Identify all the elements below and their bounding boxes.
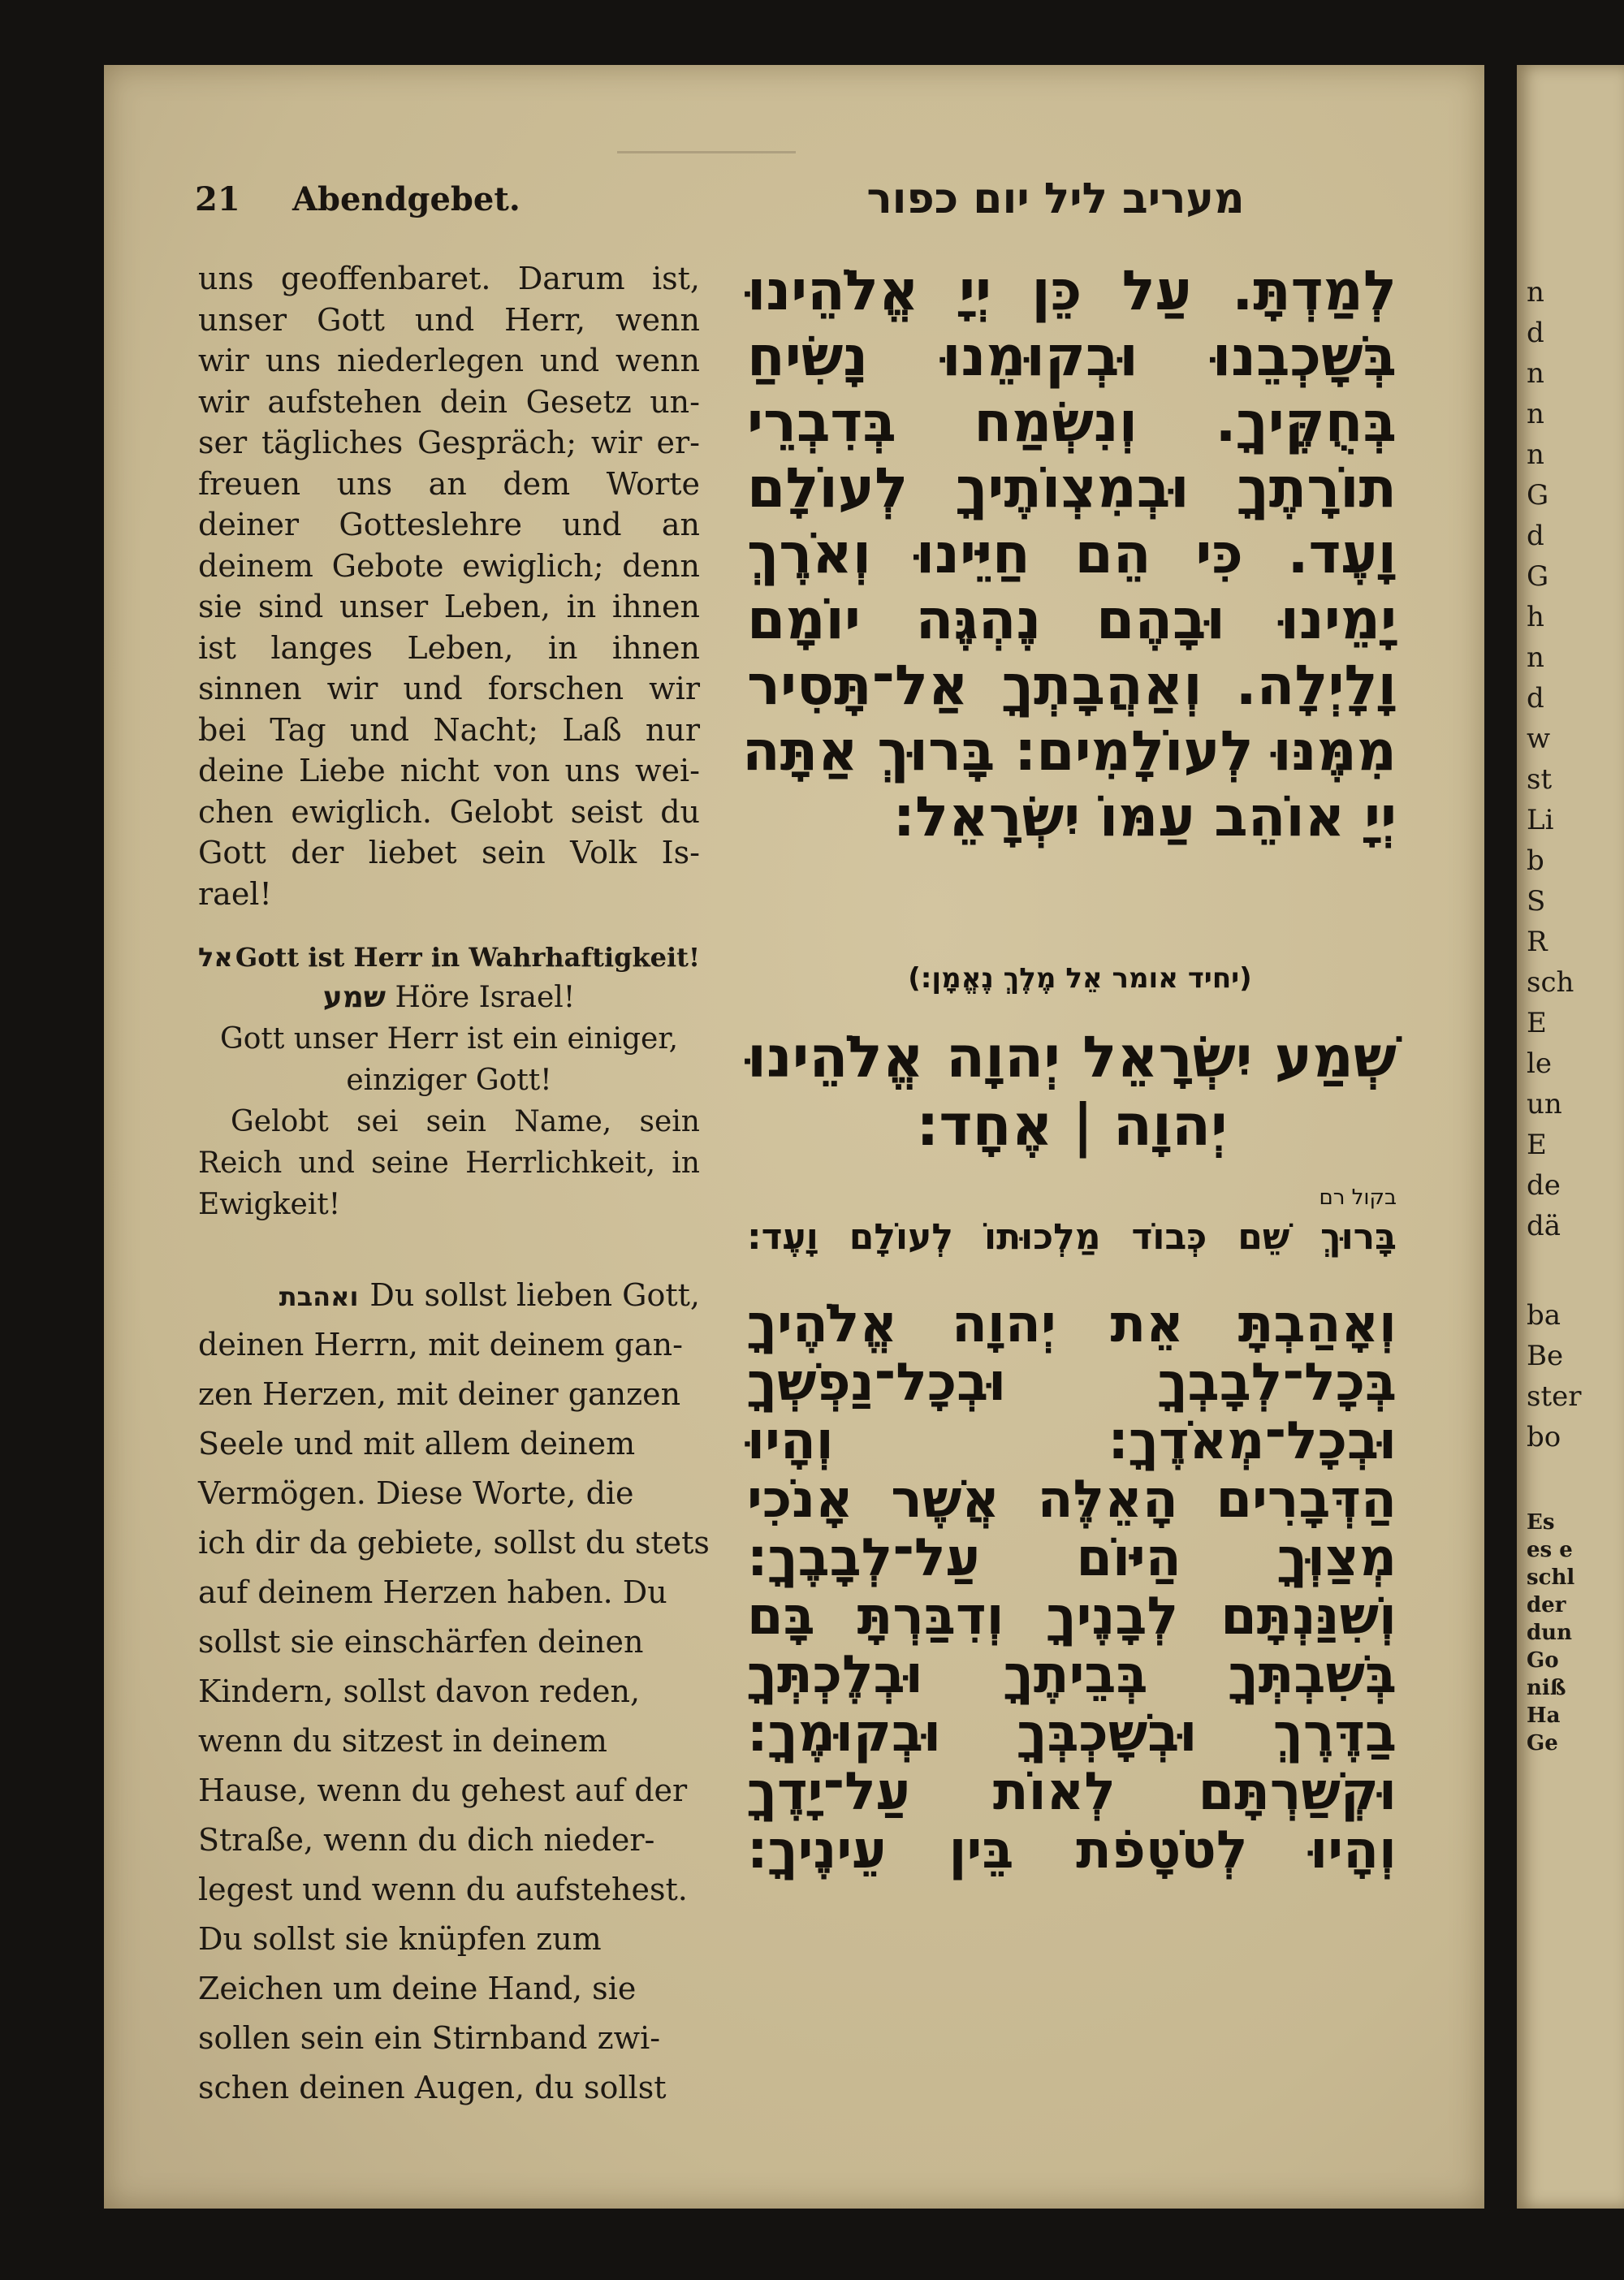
hebrew-shema: [747, 1023, 1397, 1159]
right-page-fragment: dä: [1527, 1210, 1561, 1242]
right-page-fragment: dun: [1527, 1621, 1572, 1645]
right-page-fragment: G: [1527, 479, 1549, 512]
shema-line-2-text: Höre Israel!: [395, 981, 576, 1014]
hebrew-line: הַדְּבָרִים הָאֵלֶּה אֲשֶׁר אָנֹכִי: [747, 1470, 1397, 1530]
right-page-fragment: n: [1527, 398, 1544, 430]
german-line: ist langes Leben, in ihnen: [198, 629, 700, 666]
right-page-fragment: bo: [1527, 1421, 1561, 1453]
german-line-text: Du sollst lieben Gott,: [369, 1277, 700, 1313]
page-number: 21: [195, 180, 240, 218]
shema-line-4: einziger Gott!: [346, 1064, 552, 1097]
german-line: zen Herzen, mit deiner ganzen: [198, 1376, 681, 1412]
german-line: sollen sein ein Stirnband zwi-: [198, 2020, 661, 2056]
shema-german-block: [198, 942, 700, 1221]
german-line: [198, 1271, 700, 1320]
right-page-fragment: E: [1527, 1007, 1547, 1039]
german-line: sollst sie einschärfen deinen: [198, 1624, 644, 1660]
right-page-fragment: n: [1527, 438, 1544, 471]
page-header-german: [195, 180, 552, 218]
german-line: wenn du sitzest in deinem: [198, 1723, 607, 1759]
german-line: freuen uns an dem Worte: [198, 465, 700, 502]
right-page-fragment: h: [1527, 601, 1544, 633]
header-title-german: Abendgebet.: [292, 180, 520, 218]
right-page-fragment: sch: [1527, 966, 1574, 999]
right-book-page-edge: [1517, 65, 1624, 2209]
header-title-hebrew: מעריב ליל יום כפור: [866, 175, 1245, 223]
hebrew-line: וְהָיוּ לְטֹטָפֹת בֵּין עֵינֶיךָ:: [747, 1820, 1397, 1881]
german-line: sie sind unser Leben, in ihnen: [198, 589, 700, 624]
right-page-fragment: Es: [1527, 1510, 1555, 1535]
hebrew-line: וָלָיְלָה. וְאַהֲבָתְךָ אַל־תָּסִיר: [747, 654, 1397, 718]
right-page-fragment: d: [1527, 682, 1544, 715]
german-line: Straße, wenn du dich nieder-: [198, 1822, 655, 1858]
hebrew-line: וְשִׁנַּנְתָּם לְבָנֶיךָ וְדִבַּרְתָּ בָּם: [747, 1587, 1397, 1647]
shema-line-1-text: Gott ist Herr in Wahrhaftigkeit!: [235, 942, 700, 973]
hebrew-line: יָמֵינוּ וּבָהֶם נֶהְגֶּה יוֹמָם: [747, 588, 1397, 652]
right-page-fragment: Go: [1527, 1648, 1559, 1673]
right-page-fragment: le: [1527, 1047, 1552, 1080]
hebrew-line: מִמֶּנּוּ לְעוֹלָמִים: בָּרוּךְ אַתָּה: [742, 719, 1397, 784]
shema-line-7: Ewigkeit!: [198, 1188, 341, 1221]
beqol-ram-label: בקול רם: [1319, 1185, 1397, 1210]
german-text-bottom: [198, 1271, 710, 2113]
german-line: Du sollst sie knüpfen zum: [198, 1921, 602, 1957]
hebrew-line: מְצַוְּךָ הַיּוֹם עַל־לְבָבֶךָ:: [747, 1528, 1397, 1588]
right-page-fragment: b: [1527, 844, 1544, 877]
hebrew-line: בְּכָל־לְבָבְךָ וּבְכָל־נַפְשְׁךָ: [747, 1353, 1397, 1413]
veahavta-label: ואהבת: [279, 1281, 359, 1312]
german-line: auf deinem Herzen haben. Du: [198, 1574, 667, 1610]
german-line: Seele und mit allem deinem: [198, 1426, 636, 1462]
german-line: Kindern, sollst davon reden,: [198, 1673, 641, 1709]
hebrew-line: תוֹרָתֶךָ וּבְמִצְוֹתֶיךָ לְעוֹלָם: [747, 456, 1397, 520]
right-page-fragment: w: [1527, 723, 1551, 755]
hebrew-line: לְמַדְתָּ. עַל כֵּן יְיָ אֱלֹהֵינוּ: [747, 259, 1397, 323]
hebrew-shema-line: יְהוָה | אֶחָד:: [916, 1092, 1228, 1159]
german-line: Zeichen um deine Hand, sie: [198, 1971, 637, 2006]
right-page-fragment: Ha: [1527, 1704, 1561, 1728]
hebrew-line: בְּשִׁבְתְּךָ בְּבֵיתֶךָ וּבְלֶכְתְּךָ: [747, 1645, 1397, 1705]
german-line: sinnen wir und forschen wir: [198, 671, 700, 706]
german-line: legest und wenn du aufstehest.: [198, 1872, 688, 1907]
right-page-fragment: der: [1527, 1593, 1566, 1617]
german-line: ser tägliches Gespräch; wir er-: [198, 425, 700, 460]
baruch-shem-line: בָּרוּךְ שֵׁם כְּבוֹד מַלְכוּתוֹ לְעוֹלָם וָעֶד:: [747, 1216, 1397, 1258]
shema-line-6: Reich und seine Herrlichkeit, in: [198, 1146, 700, 1180]
right-page-fragment: d: [1527, 520, 1544, 552]
right-page-fragment: es e: [1527, 1538, 1573, 1562]
german-line: Gott der liebet sein Volk Is-: [198, 835, 700, 870]
hebrew-veahavta: [747, 1295, 1397, 1880]
shema-line-2-heb: שמע: [322, 981, 387, 1014]
german-line: schen deinen Augen, du sollst: [198, 2070, 667, 2105]
right-page-fragment: schl: [1527, 1565, 1575, 1590]
right-page-fragment: Li: [1527, 804, 1554, 836]
shema-line-5: Gelobt sei sein Name, sein: [231, 1105, 700, 1138]
right-page-fragment: R: [1527, 926, 1548, 958]
german-line: deiner Gotteslehre und an: [198, 507, 700, 542]
german-line: rael!: [198, 875, 272, 912]
right-page-fragment: ster: [1527, 1380, 1582, 1413]
el-melech-note: (יחיד אומר אֵל מֶלֶךְ נֶאֱמָן:): [908, 962, 1252, 995]
right-page-fragment: n: [1527, 357, 1544, 390]
german-line: wir aufstehen dein Gesetz un-: [198, 383, 700, 420]
hebrew-line: וְאָהַבְתָּ אֵת יְהוָה אֱלֹהֶיךָ: [747, 1294, 1397, 1354]
right-page-fragment: n: [1527, 641, 1544, 674]
hebrew-line: בְּשָׁכְבֵנוּ וּבְקוּמֵנוּ נָשִׂיחַ: [747, 325, 1397, 389]
hebrew-line: יְיָ אוֹהֵב עַמּוֹ יִשְׂרָאֵל:: [892, 785, 1397, 849]
right-page-fragment: de: [1527, 1169, 1561, 1202]
german-line: Hause, wenn du gehest auf der: [198, 1773, 688, 1808]
german-text-top: [198, 258, 700, 914]
right-page-fragment: E: [1527, 1129, 1547, 1161]
hebrew-text-top: [742, 258, 1397, 850]
german-line: uns geoffenbaret. Darum ist,: [198, 261, 700, 296]
german-line: chen ewiglich. Gelobt seist du: [198, 793, 700, 830]
hebrew-line: וּבְכָל־מְאֹדֶךָ: וְהָיוּ: [747, 1411, 1397, 1471]
shema-line-3: Gott unser Herr ist ein einiger,: [219, 1022, 679, 1056]
german-line: deinen Herrn, mit deinem gan-: [198, 1327, 683, 1362]
right-page-fragment: d: [1527, 317, 1544, 349]
shema-line-1: [198, 942, 700, 973]
hebrew-shema-line: שְׁמַע יִשְׂרָאֵל יְהוָה אֱלֹהֵינוּ: [747, 1024, 1397, 1090]
right-page-fragment: Be: [1527, 1340, 1564, 1372]
right-page-fragment: Ge: [1527, 1731, 1558, 1755]
hebrew-line: וָעֶד. כִּי הֵם חַיֵּינוּ וְאֹרֶךְ: [747, 522, 1397, 586]
hebrew-line: בְּחֻקֶּיךָ. וְנִשְׂמַח בְּדִבְרֵי: [747, 391, 1397, 455]
hebrew-line: בַדֶּרֶךְ וּבְשָׁכְבְּךָ וּבְקוּמֶךָ:: [747, 1704, 1397, 1764]
right-page-fragment: S: [1527, 885, 1546, 918]
german-line: deinem Gebote ewiglich; denn: [198, 547, 700, 584]
german-line: wir uns niederlegen und wenn: [198, 343, 700, 378]
print-smudge: [617, 151, 796, 153]
german-line: bei Tag und Nacht; Laß nur: [198, 711, 700, 748]
right-page-fragment: ba: [1527, 1299, 1561, 1332]
right-page-fragment: st: [1527, 763, 1553, 796]
right-page-fragment: niß: [1527, 1676, 1566, 1700]
german-line: unser Gott und Herr, wenn: [198, 301, 700, 338]
shema-line-2: [198, 981, 700, 1014]
german-line: Vermögen. Diese Worte, die: [198, 1475, 634, 1511]
right-page-fragment: un: [1527, 1088, 1562, 1121]
german-line: ich dir da gebiete, sollst du stets: [198, 1525, 710, 1561]
german-line: deine Liebe nicht von uns wei-: [198, 753, 700, 788]
hebrew-line: וּקְשַׁרְתָּם לְאוֹת עַל־יָדֶךָ: [747, 1762, 1397, 1822]
right-page-fragment: G: [1527, 560, 1549, 593]
right-page-fragment: n: [1527, 276, 1544, 309]
shema-line-1-heb: אל: [198, 942, 233, 973]
